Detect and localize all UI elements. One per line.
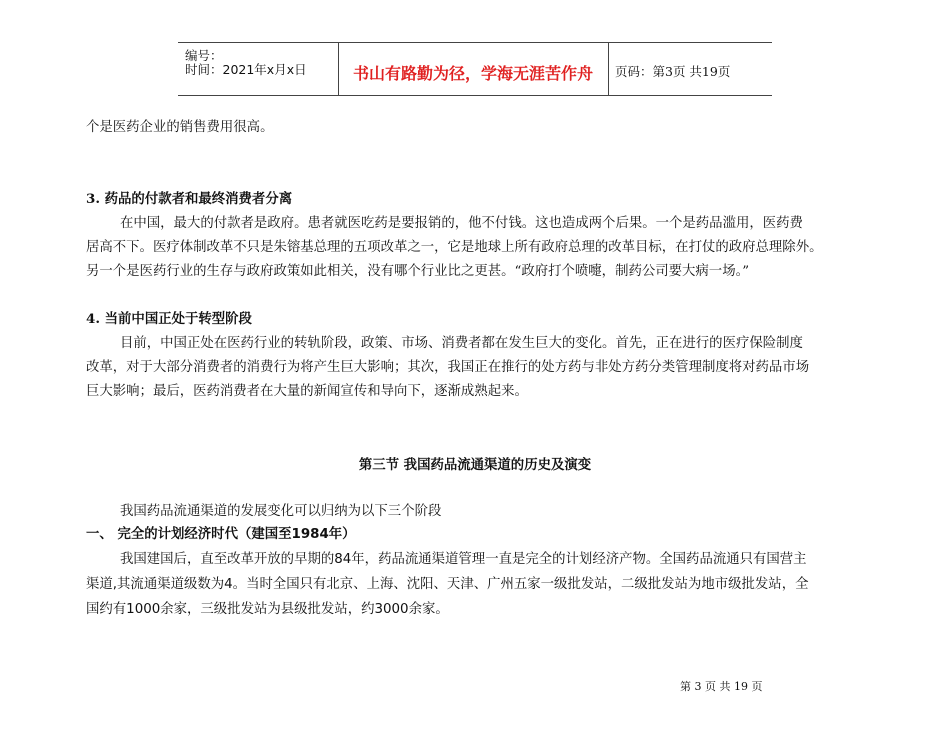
continued-paragraph: 个是医药企业的销售费用很高。 [86,120,274,135]
paragraph-4-line-1: 目前，中国正处在医药行业的转轨阶段，政策、市场、消费者都在发生巨大的变化。首先，正在进行的医疗保险制度 [120,336,803,351]
section-title: 第三节 我国药品流通渠道的历史及演变 [358,457,592,473]
stage-1-heading: 一、 完全的计划经济时代（建国至1984年） [86,527,356,542]
section-intro: 我国药品流通渠道的发展变化可以归纳为以下三个阶段 [120,504,442,519]
paragraph-3-line-3: 另一个是医药行业的生存与政府政策如此相关，没有哪个行业比之更甚。“政府打个喷嚏，制药公司要大病一场。” [86,264,750,279]
header-info-cell [178,43,339,95]
doc-time-label: 时间：2021年x月x日 [185,62,307,77]
header-page-number: 页码：第3页 共19页 [615,64,731,79]
paragraph-3-line-2: 居高不下。医疗体制改革不只是朱镕基总理的五项改革之一，它是地球上所有政府总理的改革目标，在打仗的政府总理除外。 [86,240,823,255]
page-footer: 第 3 页 共 19 页 [680,680,763,693]
page-header [178,42,772,96]
paragraph-4-line-2: 改革，对于大部分消费者的消费行为将产生巨大影响；其次，我国正在推行的处方药与非处方药分类管理制度将对药品市场 [86,360,810,375]
paragraph-3-line-1: 在中国，最大的付款者是政府。患者就医吃药是要报销的，他不付钱。这也造成两个后果。一个是药品滥用，医药费 [120,216,803,231]
paragraph-5-line-2: 渠道,其流通渠道级数为4。当时全国只有北京、上海、沈阳、天津、广州五家一级批发站，二级批发站为地市级批发站，全 [86,577,809,592]
paragraph-5-line-1: 我国建国后，直至改革开放的早期的84年，药品流通渠道管理一直是完全的计划经济产物。全国药品流通只有国营主 [120,552,807,567]
paragraph-4-line-3: 巨大影响；最后，医药消费者在大量的新闻宣传和导向下，逐渐成熟起来。 [86,384,528,399]
header-page-cell [608,43,772,95]
header-motto: 书山有路勤为径，学海无涯苦作舟 [352,64,593,83]
paragraph-5-line-3: 国约有1000余家，三级批发站为县级批发站，约3000余家。 [86,602,449,617]
heading-4: 4. 当前中国正处于转型阶段 [86,311,252,327]
doc-number-label: 编号： [185,48,223,63]
header-motto-cell [338,43,609,95]
heading-3: 3. 药品的付款者和最终消费者分离 [86,191,293,207]
